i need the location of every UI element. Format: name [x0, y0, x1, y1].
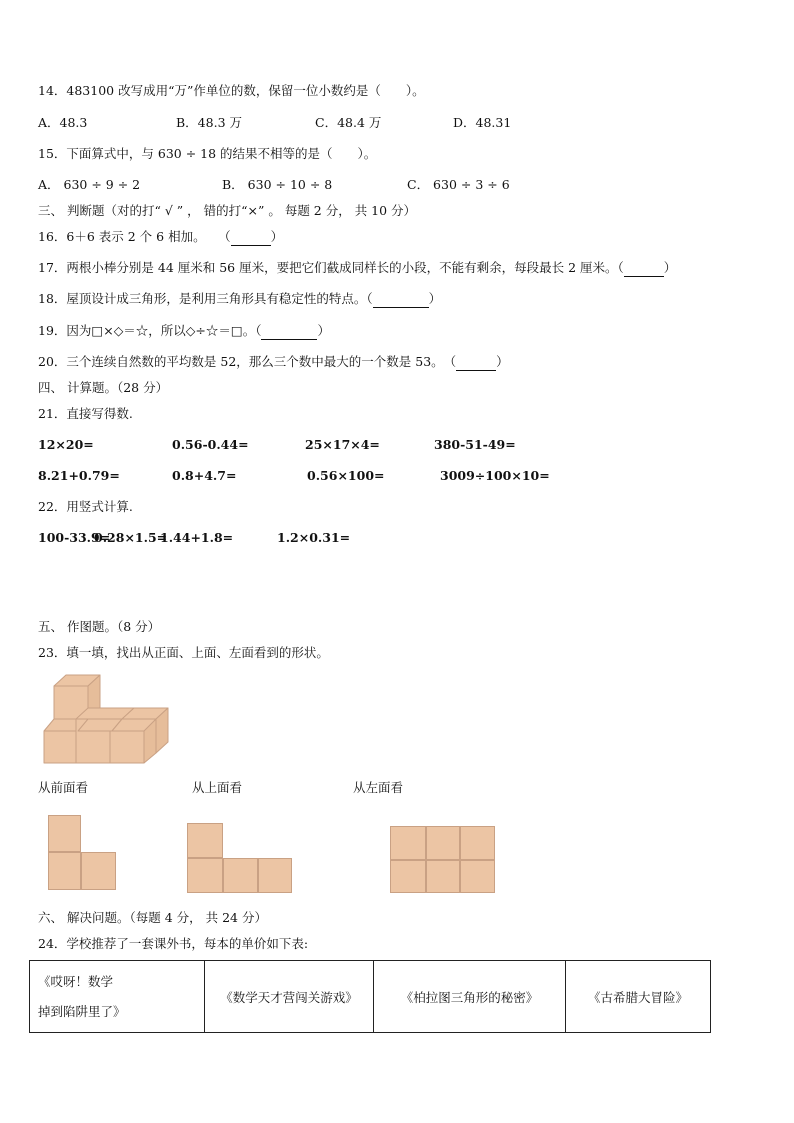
q14-stem: 14．483100 改写成用“万”作单位的数，保留一位小数约是（ ）。	[38, 83, 425, 98]
answer-blank[interactable]	[261, 323, 317, 340]
q21-item: 25×17×4=	[305, 437, 380, 452]
q15-option-a[interactable]: A． 630 ÷ 9 ÷ 2	[38, 177, 141, 192]
q14-option-a[interactable]: A．48.3	[38, 115, 88, 130]
section-3-heading: 三、 判断题（对的打“ √ ” ， 错的打“×” 。 每题 2 分， 共 10 分）	[38, 203, 417, 218]
judge-item-20	[38, 354, 509, 371]
view-square	[258, 858, 292, 893]
section-5-heading: 五、 作图题。（8 分）	[38, 619, 161, 634]
q23-stem: 23．填一填，找出从正面、上面、左面看到的形状。	[38, 645, 329, 660]
answer-blank[interactable]	[456, 354, 496, 371]
judge-text: 19．因为□×◇＝☆，所以◇÷☆＝□。（	[38, 323, 262, 338]
q22-stem: 22．用竖式计算.	[38, 499, 133, 514]
q21-item: 0.56×100=	[307, 468, 385, 483]
book-cell	[374, 961, 566, 1033]
q15-stem: 15．下面算式中，与 630 ÷ 18 的结果不相等的是（ ）。	[38, 146, 377, 161]
judge-text: 17．两根小棒分别是 44 厘米和 56 厘米，要把它们截成同样长的小段，不能有剩余，每段最长 2 厘米。（	[38, 260, 624, 275]
judge-close: ）	[270, 229, 284, 244]
view-square	[187, 823, 223, 858]
book-title: 《数学天才营闯关游戏》	[220, 989, 358, 1005]
q14-option-d[interactable]: D．48.31	[453, 115, 512, 130]
book-title: 《古希腊大冒险》	[587, 989, 688, 1005]
q21-item: 3009÷100×10=	[440, 468, 550, 483]
cube-front-face	[110, 731, 144, 763]
book-title-line: 《哎呀！数学	[38, 973, 114, 989]
q15-option-c[interactable]: C． 630 ÷ 3 ÷ 6	[407, 177, 510, 192]
judge-text: 18．屋顶设计成三角形，是利用三角形具有稳定性的特点。（	[38, 291, 373, 306]
view-square	[81, 852, 116, 890]
cube-stack-figure	[40, 672, 172, 766]
view-label-left: 从左面看	[353, 780, 404, 795]
judge-item-16	[38, 229, 283, 246]
judge-close: ）	[428, 291, 442, 306]
q21-item: 12×20=	[38, 437, 94, 452]
cube-front-face	[44, 731, 78, 763]
q15-option-b[interactable]: B． 630 ÷ 10 ÷ 8	[222, 177, 333, 192]
answer-blank[interactable]	[624, 260, 664, 277]
judge-close: ）	[663, 260, 677, 275]
view-square	[426, 826, 460, 860]
q22-item: 100-33.9=	[38, 530, 111, 545]
book-cell	[205, 961, 374, 1033]
judge-item-17	[38, 260, 676, 277]
view-square	[460, 826, 495, 860]
q22-item: 1.2×0.31=	[277, 530, 351, 545]
answer-blank[interactable]	[373, 291, 429, 308]
table-row	[30, 961, 711, 1033]
judge-close: ）	[317, 323, 330, 338]
judge-item-19	[38, 323, 330, 340]
view-square	[48, 815, 81, 852]
book-title-line: 掉到陷阱里了》	[38, 1003, 126, 1019]
view-label-top: 从上面看	[192, 780, 243, 795]
q21-item: 8.21+0.79=	[38, 468, 120, 483]
book-cell	[30, 961, 205, 1033]
view-label-front: 从前面看	[38, 780, 89, 795]
section-4-heading: 四、 计算题。（28 分）	[38, 380, 169, 395]
book-price-table	[29, 960, 711, 1033]
book-title: 《柏拉图三角形的秘密》	[400, 989, 539, 1005]
view-square	[223, 858, 258, 893]
q21-item: 0.8+4.7=	[172, 468, 237, 483]
q14-option-b[interactable]: B．48.3 万	[176, 115, 242, 130]
judge-close: ）	[496, 354, 509, 369]
answer-blank[interactable]	[231, 229, 271, 246]
judge-item-18	[38, 291, 441, 308]
q21-item: 380-51-49=	[434, 437, 516, 452]
q14-option-c[interactable]: C．48.4 万	[315, 115, 382, 130]
view-square	[48, 852, 81, 890]
q22-item: 0.28×1.5=	[94, 530, 168, 545]
q21-stem: 21．直接写得数.	[38, 406, 133, 421]
view-square	[460, 860, 495, 893]
view-square	[426, 860, 460, 893]
view-square	[390, 860, 426, 893]
section-6-heading: 六、 解决问题。（每题 4 分， 共 24 分）	[38, 910, 267, 925]
view-square	[390, 826, 426, 860]
q24-stem: 24．学校推荐了一套课外书，每本的单价如下表:	[38, 936, 309, 951]
q22-item: 1.44+1.8=	[160, 530, 234, 545]
judge-text: 16．6＋6 表示 2 个 6 相加。 （	[38, 229, 231, 244]
q21-item: 0.56-0.44=	[172, 437, 249, 452]
book-cell	[566, 961, 711, 1033]
judge-text: 20．三个连续自然数的平均数是 52，那么三个数中最大的一个数是 53。 （	[38, 354, 457, 369]
view-square	[187, 858, 223, 893]
